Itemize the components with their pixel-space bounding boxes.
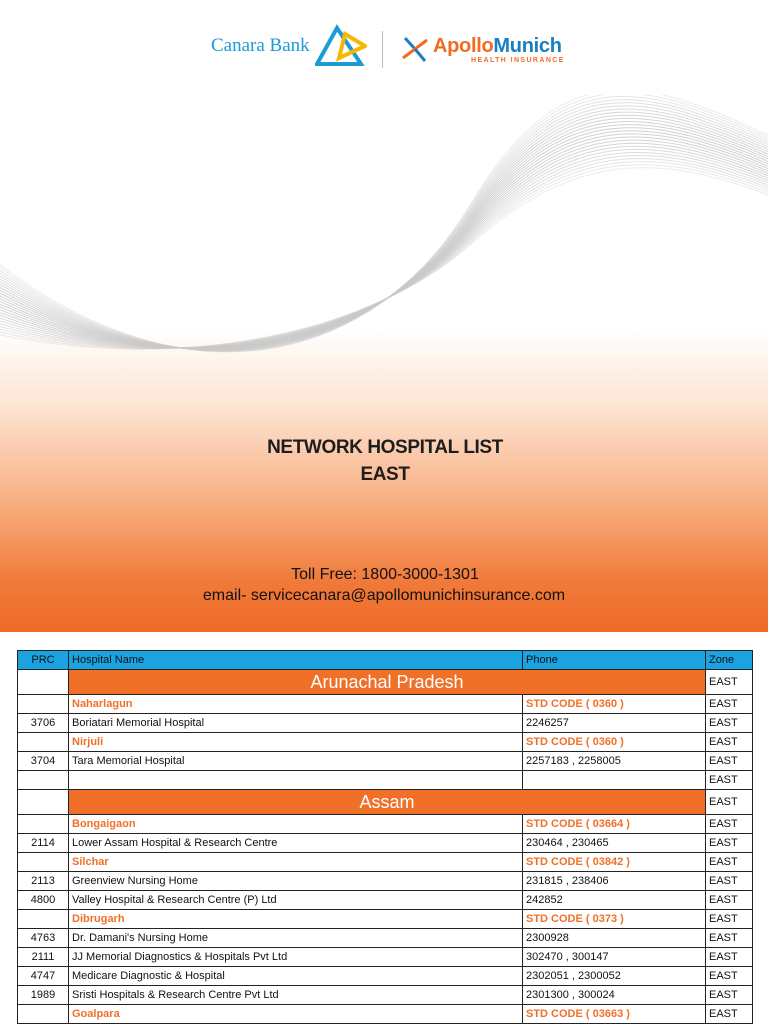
zone-cell: EAST xyxy=(706,771,753,790)
phone-cell: 2246257 xyxy=(523,714,706,733)
table-header-row xyxy=(18,651,753,670)
zone-cell: EAST xyxy=(706,790,753,815)
hospital-table xyxy=(17,650,753,1024)
zone-cell: EAST xyxy=(706,670,753,695)
std-code-cell: STD CODE ( 0360 ) xyxy=(523,695,706,714)
hospital-name-cell: Tara Memorial Hospital xyxy=(69,752,523,771)
prc-cell xyxy=(18,853,69,872)
city-name-cell: Nirjuli xyxy=(69,733,523,752)
zone-cell: EAST xyxy=(706,714,753,733)
hospital-name-cell: Boriatari Memorial Hospital xyxy=(69,714,523,733)
prc-cell: 4800 xyxy=(18,891,69,910)
zone-cell: EAST xyxy=(706,910,753,929)
zone-cell: EAST xyxy=(706,986,753,1005)
table-row xyxy=(18,948,753,967)
wave-line xyxy=(0,168,768,349)
zone-cell: EAST xyxy=(706,733,753,752)
table-row xyxy=(18,891,753,910)
phone-cell xyxy=(523,771,706,790)
phone-cell: 2302051 , 2300052 xyxy=(523,967,706,986)
apollo-munich-logo-icon xyxy=(399,34,431,64)
table-row xyxy=(18,752,753,771)
hospital-name-cell: Medicare Diagnostic & Hospital xyxy=(69,967,523,986)
table-row xyxy=(18,967,753,986)
zone-cell: EAST xyxy=(706,752,753,771)
zone-cell: EAST xyxy=(706,1005,753,1024)
prc-cell xyxy=(18,771,69,790)
prc-cell: 1989 xyxy=(18,986,69,1005)
hospital-name-cell: Valley Hospital & Research Centre (P) Ltd xyxy=(69,891,523,910)
wave-line xyxy=(0,125,768,349)
prc-cell: 2113 xyxy=(18,872,69,891)
hospital-name-cell: Sristi Hospitals & Research Centre Pvt Ltd xyxy=(69,986,523,1005)
logo-separator xyxy=(382,31,383,68)
toll-free-number: Toll Free: 1800-3000-1301 xyxy=(291,566,479,583)
std-code-cell: STD CODE ( 03842 ) xyxy=(523,853,706,872)
hospital-name-cell: Greenview Nursing Home xyxy=(69,872,523,891)
canara-bank-logo-text: Canara Bank xyxy=(211,35,310,56)
wave-line xyxy=(0,112,768,350)
wave-line xyxy=(0,165,768,349)
table-row xyxy=(18,872,753,891)
prc-cell xyxy=(18,733,69,752)
state-row xyxy=(18,670,753,695)
wave-line xyxy=(0,156,768,349)
wave-line xyxy=(0,159,768,349)
prc-cell xyxy=(18,790,69,815)
table-row xyxy=(18,929,753,948)
column-header-prc: PRC xyxy=(18,651,69,670)
wave-line xyxy=(0,95,768,352)
std-code-cell: STD CODE ( 03663 ) xyxy=(523,1005,706,1024)
zone-cell: EAST xyxy=(706,967,753,986)
blank-row xyxy=(18,771,753,790)
state-name-cell: Assam xyxy=(69,790,706,815)
wave-line xyxy=(0,149,768,348)
std-code-cell: STD CODE ( 0360 ) xyxy=(523,733,706,752)
wave-graphic xyxy=(0,95,768,435)
wave-line xyxy=(0,146,768,348)
prc-cell xyxy=(18,910,69,929)
table-row xyxy=(18,714,753,733)
city-name-cell: Silchar xyxy=(69,853,523,872)
prc-cell xyxy=(18,1005,69,1024)
wave-line xyxy=(0,134,768,348)
zone-cell: EAST xyxy=(706,695,753,714)
phone-cell: 2257183 , 2258005 xyxy=(523,752,706,771)
prc-cell: 4763 xyxy=(18,929,69,948)
std-code-cell: STD CODE ( 03664 ) xyxy=(523,815,706,834)
hospital-name-cell xyxy=(69,771,523,790)
zone-cell: EAST xyxy=(706,872,753,891)
city-row xyxy=(18,815,753,834)
phone-cell: 2300928 xyxy=(523,929,706,948)
zone-cell: EAST xyxy=(706,929,753,948)
email-address: email- servicecanara@apollomunichinsurance.com xyxy=(202,587,566,604)
apollo-word: Apollo xyxy=(433,35,494,57)
prc-cell: 3704 xyxy=(18,752,69,771)
apollo-munich-logo-text xyxy=(433,35,562,58)
state-row xyxy=(18,790,753,815)
wave-line xyxy=(0,137,768,348)
wave-line xyxy=(0,140,768,348)
city-row xyxy=(18,853,753,872)
city-row xyxy=(18,695,753,714)
zone-cell: EAST xyxy=(706,948,753,967)
phone-cell: 302470 , 300147 xyxy=(523,948,706,967)
prc-cell xyxy=(18,670,69,695)
prc-cell: 3706 xyxy=(18,714,69,733)
wave-line xyxy=(0,152,768,348)
zone-cell: EAST xyxy=(706,815,753,834)
state-name-cell: Arunachal Pradesh xyxy=(69,670,706,695)
wave-line xyxy=(0,109,768,350)
city-name-cell: Goalpara xyxy=(69,1005,523,1024)
cover-title: NETWORK HOSPITAL LIST xyxy=(267,437,503,458)
std-code-cell: STD CODE ( 0373 ) xyxy=(523,910,706,929)
table-body xyxy=(18,670,753,1024)
wave-line xyxy=(0,131,768,349)
table-row xyxy=(18,986,753,1005)
prc-cell: 2114 xyxy=(18,834,69,853)
prc-cell: 4747 xyxy=(18,967,69,986)
logo-bar xyxy=(0,0,768,80)
table-row xyxy=(18,834,753,853)
phone-cell: 230464 , 230465 xyxy=(523,834,706,853)
wave-line xyxy=(0,128,768,349)
hospital-name-cell: Lower Assam Hospital & Research Centre xyxy=(69,834,523,853)
wave-line xyxy=(0,106,768,350)
wave-line xyxy=(0,100,768,351)
column-header-phone: Phone xyxy=(523,651,706,670)
city-name-cell: Bongaigaon xyxy=(69,815,523,834)
city-name-cell: Dibrugarh xyxy=(69,910,523,929)
cover-subtitle: EAST xyxy=(360,464,410,485)
column-header-hospital-name: Hospital Name xyxy=(69,651,523,670)
zone-cell: EAST xyxy=(706,834,753,853)
city-name-cell: Naharlagun xyxy=(69,695,523,714)
prc-cell: 2111 xyxy=(18,948,69,967)
canara-bank-logo-icon xyxy=(315,24,367,68)
hospital-name-cell: JJ Memorial Diagnostics & Hospitals Pvt Ltd xyxy=(69,948,523,967)
apollo-tagline: HEALTH INSURANCE xyxy=(471,57,565,64)
zone-cell: EAST xyxy=(706,853,753,872)
city-row xyxy=(18,910,753,929)
prc-cell xyxy=(18,815,69,834)
wave-line xyxy=(0,103,768,351)
munich-word: Munich xyxy=(493,35,562,57)
phone-cell: 231815 , 238406 xyxy=(523,872,706,891)
zone-cell: EAST xyxy=(706,891,753,910)
wave-line xyxy=(0,162,768,349)
phone-cell: 2301300 , 300024 xyxy=(523,986,706,1005)
prc-cell xyxy=(18,695,69,714)
wave-line xyxy=(0,143,768,348)
hospital-name-cell: Dr. Damani's Nursing Home xyxy=(69,929,523,948)
wave-line xyxy=(0,95,768,352)
city-row xyxy=(18,733,753,752)
phone-cell: 242852 xyxy=(523,891,706,910)
column-header-zone: Zone xyxy=(706,651,753,670)
city-row xyxy=(18,1005,753,1024)
